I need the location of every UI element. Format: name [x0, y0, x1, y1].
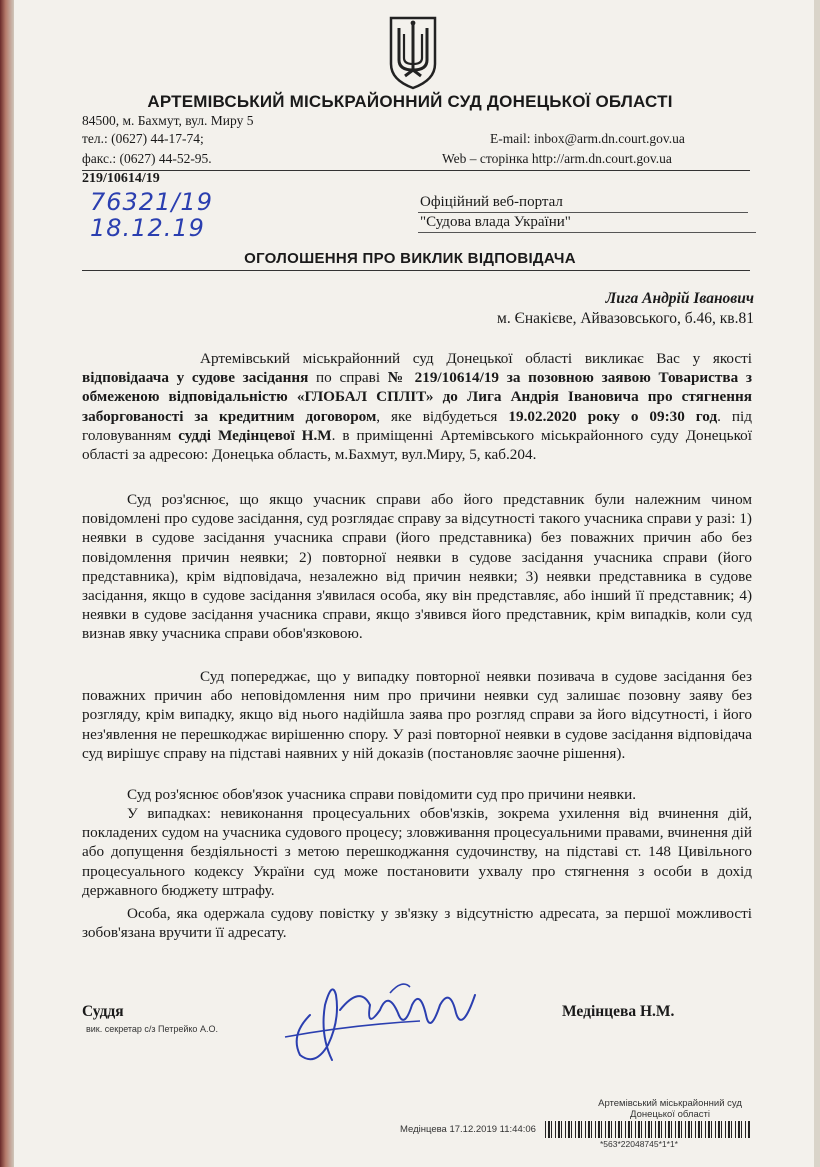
document-title: ОГОЛОШЕННЯ ПРО ВИКЛИК ВІДПОВІДАЧА: [244, 250, 576, 267]
summons-text-5: . в приміщенні Артемівського міськрайонного суду Донецької області за адресою: Донецька область, м.Бахмут, вул.Миру, 5, каб.204.: [82, 426, 752, 464]
summons-text-3: , яке відбудеться: [376, 407, 509, 425]
case-number: 219/10614/19: [82, 171, 160, 186]
court-phone: тел.: (0627) 44-17-74;: [82, 131, 204, 146]
portal-underline-2: [418, 232, 756, 233]
court-fax: факс.: (0627) 44-52-95.: [82, 151, 212, 166]
summons-judge: судді Медінцевої Н.М: [178, 426, 332, 444]
absence-rules-text: Суд роз'яснює, що якщо учасник справи або його представник були належним чином повідомлені про судове засідання, суд розглядає справу за відсутності такого учасника справи у разі: 1) неявки в судове засідання учасника справи (його представника) без поважних причин або без повідомлення причин неявки; 2) повторної неявки в судове засідання учасника справи (його представника), крім відповідача, незалежно від причин неявки; 3) неявки представника в судове засідання, якщо в судове засідання з'явилася особа, яку він представляє, або інший її представник; 4) неявки в судове засідання учасника справи, якщо з'явився його представник, крім випадків, коли суд визнав явку учасника справи обов'язковою.: [82, 491, 752, 643]
recipient-address: м. Єнакієве, Айвазовського, б.46, кв.81: [497, 310, 754, 327]
barcode-text: *563*22048745*1*1*: [600, 1139, 678, 1149]
court-email: E-mail: inbox@arm.dn.court.gov.ua: [490, 131, 685, 146]
duty-text: Суд роз'яснює обов'язок учасника справи повідомити суд про причини неявки.: [127, 786, 637, 803]
judge-name: Медінцева Н.М.: [562, 1003, 675, 1020]
stamp-court-line-2: Донецької області: [630, 1109, 710, 1120]
scan-edge: [0, 0, 14, 1167]
summons-datetime: 19.02.2020 року о 09:30 год: [508, 407, 718, 425]
header-rule: [82, 170, 750, 171]
recipient-name: Лига Андрій Іванович: [605, 290, 754, 307]
delivery-text: Особа, яка одержала судову повістку у зв'язку з відсутністю адресата, за першої можливості зобов'язана вручити її адресату.: [82, 905, 752, 942]
stamp-court-line-1: Артемівський міськрайонний суд: [598, 1098, 742, 1109]
judge-signature: [270, 975, 485, 1070]
paragraph-penalty: [82, 804, 752, 900]
court-website: Web – сторінка http://arm.dn.court.gov.ua: [442, 151, 672, 166]
handwritten-outgoing-number: 76321/19: [90, 188, 213, 216]
warning-text: Суд попереджає, що у випадку повторної неявки позивача в судове засідання без поважних причин або неповідомлення ним про причини неявки суд залишає позовну заяву без розгляду, крім випадку, якщо від нього надійшла заява про розгляд справи за його відсутності, і його нез'явлення не перешкоджає вирішенню спору. У разі повторної неявки в судове засідання відповідача суд вирішує справу на підставі наявних у ній доказів (постановляє заочне рішення).: [82, 668, 752, 762]
coat-of-arms-icon: [387, 14, 439, 90]
court-name: АРТЕМІВСЬКИЙ МІСЬКРАЙОННИЙ СУД ДОНЕЦЬКОЇ ОБЛАСТІ: [147, 92, 673, 111]
summons-text-1: Артемівський міськрайонний суд Донецької області викликає Вас у якості: [200, 350, 752, 367]
stamp-signed-by: Медінцева 17.12.2019 11:44:06: [400, 1124, 536, 1135]
summons-text-4: . під головуванням: [82, 407, 752, 444]
document-barcode: [545, 1121, 750, 1138]
summons-case: № 219/10614/19 за позовною заявою Товариства з обмеженою відповідальністю «ГЛОБАЛ СПЛІТ» до Лига Андрія Івановича про стягнення заборгованості за кредитним договором: [82, 369, 752, 425]
portal-line-2: "Судова влада України": [420, 214, 571, 230]
handwritten-date: 18.12.19: [90, 214, 205, 242]
paragraph-summons: [82, 349, 752, 464]
judge-label: Суддя: [82, 1003, 124, 1020]
portal-underline-1: [418, 212, 748, 213]
paragraph-absence-rules: [82, 490, 752, 644]
summons-role: відповідаача у судове засідання: [82, 369, 309, 387]
summons-text-2: по справі: [308, 369, 388, 387]
secretary-note: вик. секретар с/з Петрейко А.О.: [86, 1024, 218, 1034]
paragraph-warning: [82, 667, 752, 763]
court-address: 84500, м. Бахмут, вул. Миру 5: [82, 113, 254, 128]
portal-line-1: Офіційний веб-портал: [420, 194, 563, 210]
title-rule: [82, 270, 750, 271]
penalty-text: У випадках: невиконання процесуальних обов'язків, зокрема ухилення від вчинення дій, покладених судом на учасника судового процесу; зловживання процесуальними правами, вчинення дій або допущення бездіяльності з метою перешкоджання судочинству, на підставі ст. 148 Цивільного процесуального кодексу України суд може постановити ухвалу про стягнення з особи в дохід державного бюджету штрафу.: [82, 805, 752, 899]
paragraph-delivery: [82, 904, 752, 942]
paragraph-duty: [82, 785, 752, 804]
